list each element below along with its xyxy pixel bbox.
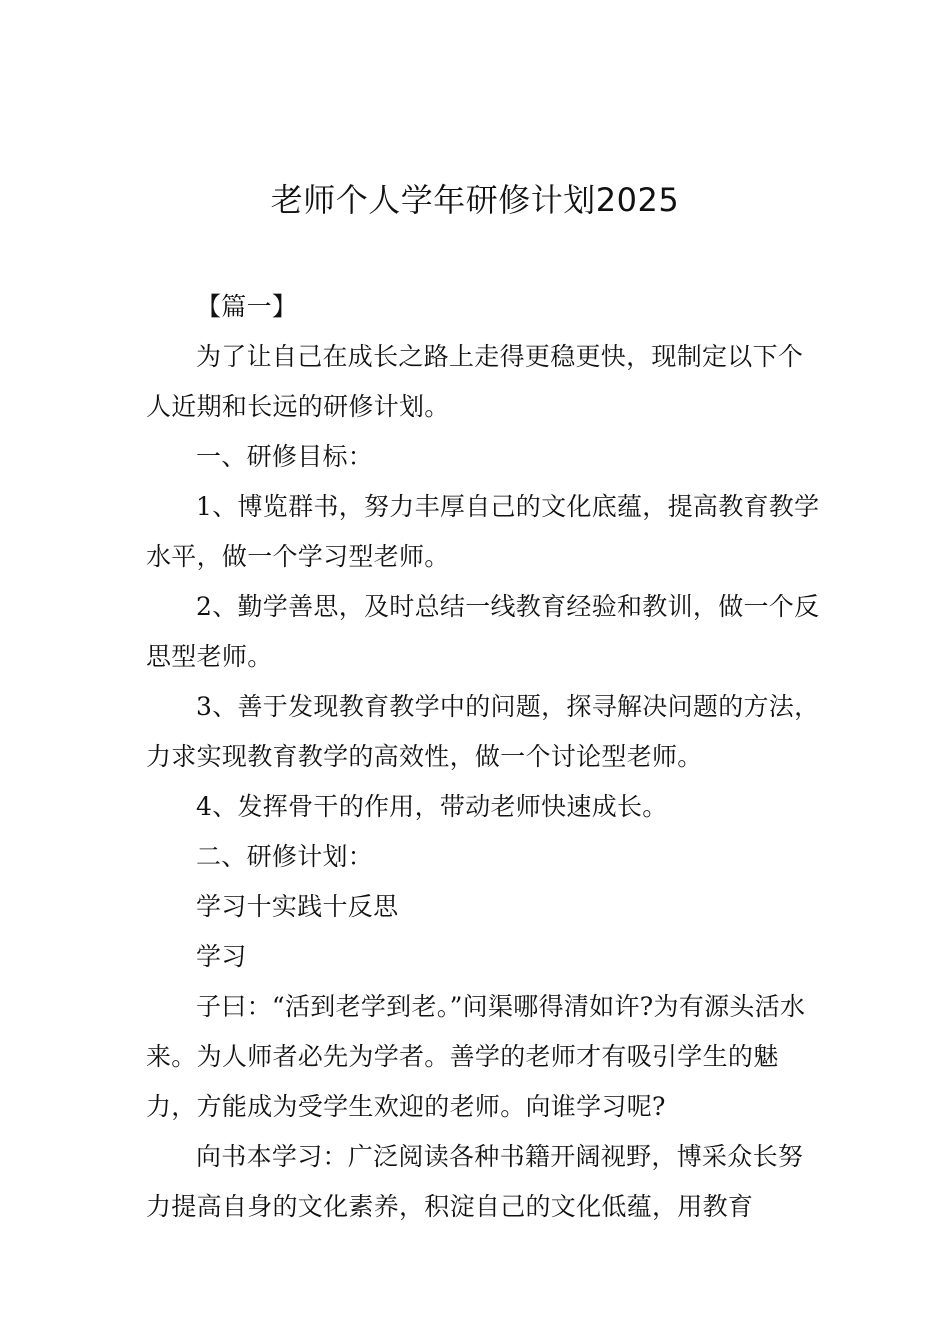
paragraph: 3、善于发现教育教学中的问题，探寻解决问题的方法，力求实现教育教学的高效性，做一个讨论型老师。 <box>146 692 820 771</box>
paragraph: 为了让自己在成长之路上走得更稳更快，现制定以下个人近期和长远的研修计划。 <box>146 342 804 421</box>
paragraph: 向书本学习：广泛阅读各种书籍开阔视野，博采众长努力提高自身的文化素养，积淀自己的文化低蕴，用教育 <box>146 1142 804 1221</box>
paragraph: 2、勤学善思，及时总结一线教育经验和教训，做一个反思型老师。 <box>146 592 820 671</box>
subheading: 学习 <box>196 942 247 971</box>
paragraph: 学习十实践十反思 <box>196 892 399 921</box>
section-heading: 【篇一】 <box>196 292 298 321</box>
paragraph: 1、博览群书，努力丰厚自己的文化底蕴，提高教育教学水平，做一个学习型老师。 <box>146 492 820 571</box>
paragraph: 子曰：“活到老学到老。”问渠哪得清如许?为有源头活水来。为人师者必先为学者。善学的老师才有吸引学生的魅力，方能成为受学生欢迎的老师。向谁学习呢? <box>146 992 806 1121</box>
section-heading: 二、研修计划： <box>196 842 374 871</box>
document-title: 老师个人学年研修计划2025 <box>270 181 680 219</box>
document-body <box>146 282 826 1232</box>
paragraph: 4、发挥骨干的作用，带动老师快速成长。 <box>196 792 668 821</box>
section-heading: 一、研修目标： <box>196 442 374 471</box>
